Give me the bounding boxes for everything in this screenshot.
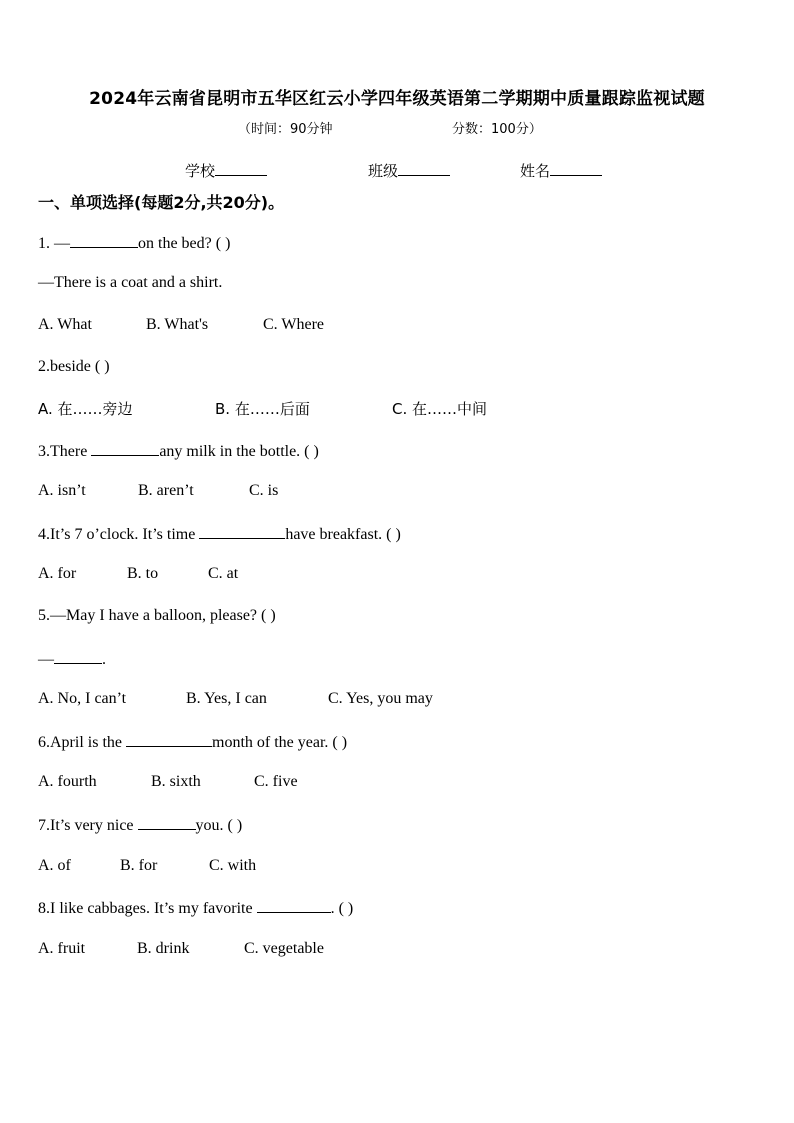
option-b[interactable]: B. drink — [137, 940, 190, 957]
question-text: you. ( ) — [195, 817, 243, 834]
question-text: 7.It’s very nice — [38, 817, 138, 834]
name-field[interactable] — [520, 160, 602, 181]
question-3 — [38, 441, 319, 461]
answer-blank[interactable] — [138, 815, 196, 830]
class-label: 班级 — [368, 162, 399, 180]
question-text: have breakfast. ( ) — [285, 526, 401, 543]
question-text: any milk in the bottle. ( ) — [159, 443, 319, 460]
option-b[interactable]: B. for — [120, 857, 158, 874]
class-blank[interactable] — [398, 161, 450, 176]
option-b[interactable]: B. What's — [146, 316, 209, 333]
option-b[interactable]: B. Yes, I can — [186, 690, 267, 707]
question-4 — [38, 524, 401, 544]
question-text: — — [38, 651, 54, 668]
question-text: 3.There — [38, 443, 92, 460]
exam-score: 分数：100分） — [452, 122, 542, 137]
name-label: 姓名 — [520, 162, 551, 180]
answer-blank[interactable] — [126, 732, 212, 747]
answer-blank[interactable] — [54, 649, 102, 664]
school-field[interactable] — [185, 160, 267, 181]
option-c[interactable]: C. is — [249, 482, 279, 499]
option-c[interactable]: C. vegetable — [244, 940, 324, 957]
question-8 — [38, 898, 353, 918]
option-a[interactable]: A. fruit — [38, 940, 86, 957]
option-a[interactable]: A. fourth — [38, 773, 97, 790]
question-text: . — [102, 651, 106, 668]
question-6 — [38, 732, 347, 752]
exam-time: （时间：90分钟 — [238, 122, 333, 137]
question-text: 6.April is the — [38, 734, 126, 751]
option-c[interactable]: C. five — [254, 773, 298, 790]
question-text: month of the year. ( ) — [212, 734, 348, 751]
option-b[interactable]: B. aren’t — [138, 482, 194, 499]
option-c[interactable]: C. Yes, you may — [328, 690, 433, 707]
option-c[interactable]: C. at — [208, 565, 239, 582]
school-blank[interactable] — [215, 161, 267, 176]
option-a[interactable]: A. for — [38, 565, 77, 582]
question-1-response: —There is a coat and a shirt. — [38, 274, 223, 291]
option-c[interactable]: C. with — [209, 857, 257, 874]
answer-blank[interactable] — [257, 898, 331, 913]
question-5: 5.—May I have a balloon, please? ( ) — [38, 607, 276, 624]
option-a[interactable]: A. of — [38, 857, 71, 874]
answer-blank[interactable] — [70, 233, 138, 248]
option-a[interactable]: A. 在……旁边 — [38, 400, 133, 418]
option-a[interactable]: A. isn’t — [38, 482, 86, 499]
option-b[interactable]: B. 在……后面 — [215, 400, 310, 418]
question-1 — [38, 233, 230, 253]
question-2: 2.beside ( ) — [38, 358, 110, 375]
option-c[interactable]: C. Where — [263, 316, 325, 333]
question-text: 1. — — [38, 235, 70, 252]
exam-title: 2024年云南省昆明市五华区红云小学四年级英语第二学期期中质量跟踪监视试题 — [89, 89, 705, 109]
class-field[interactable] — [368, 160, 450, 181]
option-b[interactable]: B. sixth — [151, 773, 201, 790]
option-b[interactable]: B. to — [127, 565, 159, 582]
name-blank[interactable] — [550, 161, 602, 176]
section-title: 一、单项选择(每题2分,共20分)。 — [38, 193, 285, 212]
answer-blank[interactable] — [199, 524, 285, 539]
question-text: . ( ) — [330, 900, 354, 917]
question-text: 4.It’s 7 o’clock. It’s time — [38, 526, 200, 543]
option-c[interactable]: C. 在……中间 — [392, 400, 488, 418]
question-7 — [38, 815, 242, 835]
school-label: 学校 — [185, 162, 216, 180]
question-text: on the bed? ( ) — [138, 235, 231, 252]
option-a[interactable]: A. No, I can’t — [38, 690, 127, 707]
question-5-response — [38, 649, 106, 669]
answer-blank[interactable] — [91, 441, 159, 456]
option-a[interactable]: A. What — [38, 316, 92, 333]
question-text: 8.I like cabbages. It’s my favorite — [38, 900, 257, 917]
